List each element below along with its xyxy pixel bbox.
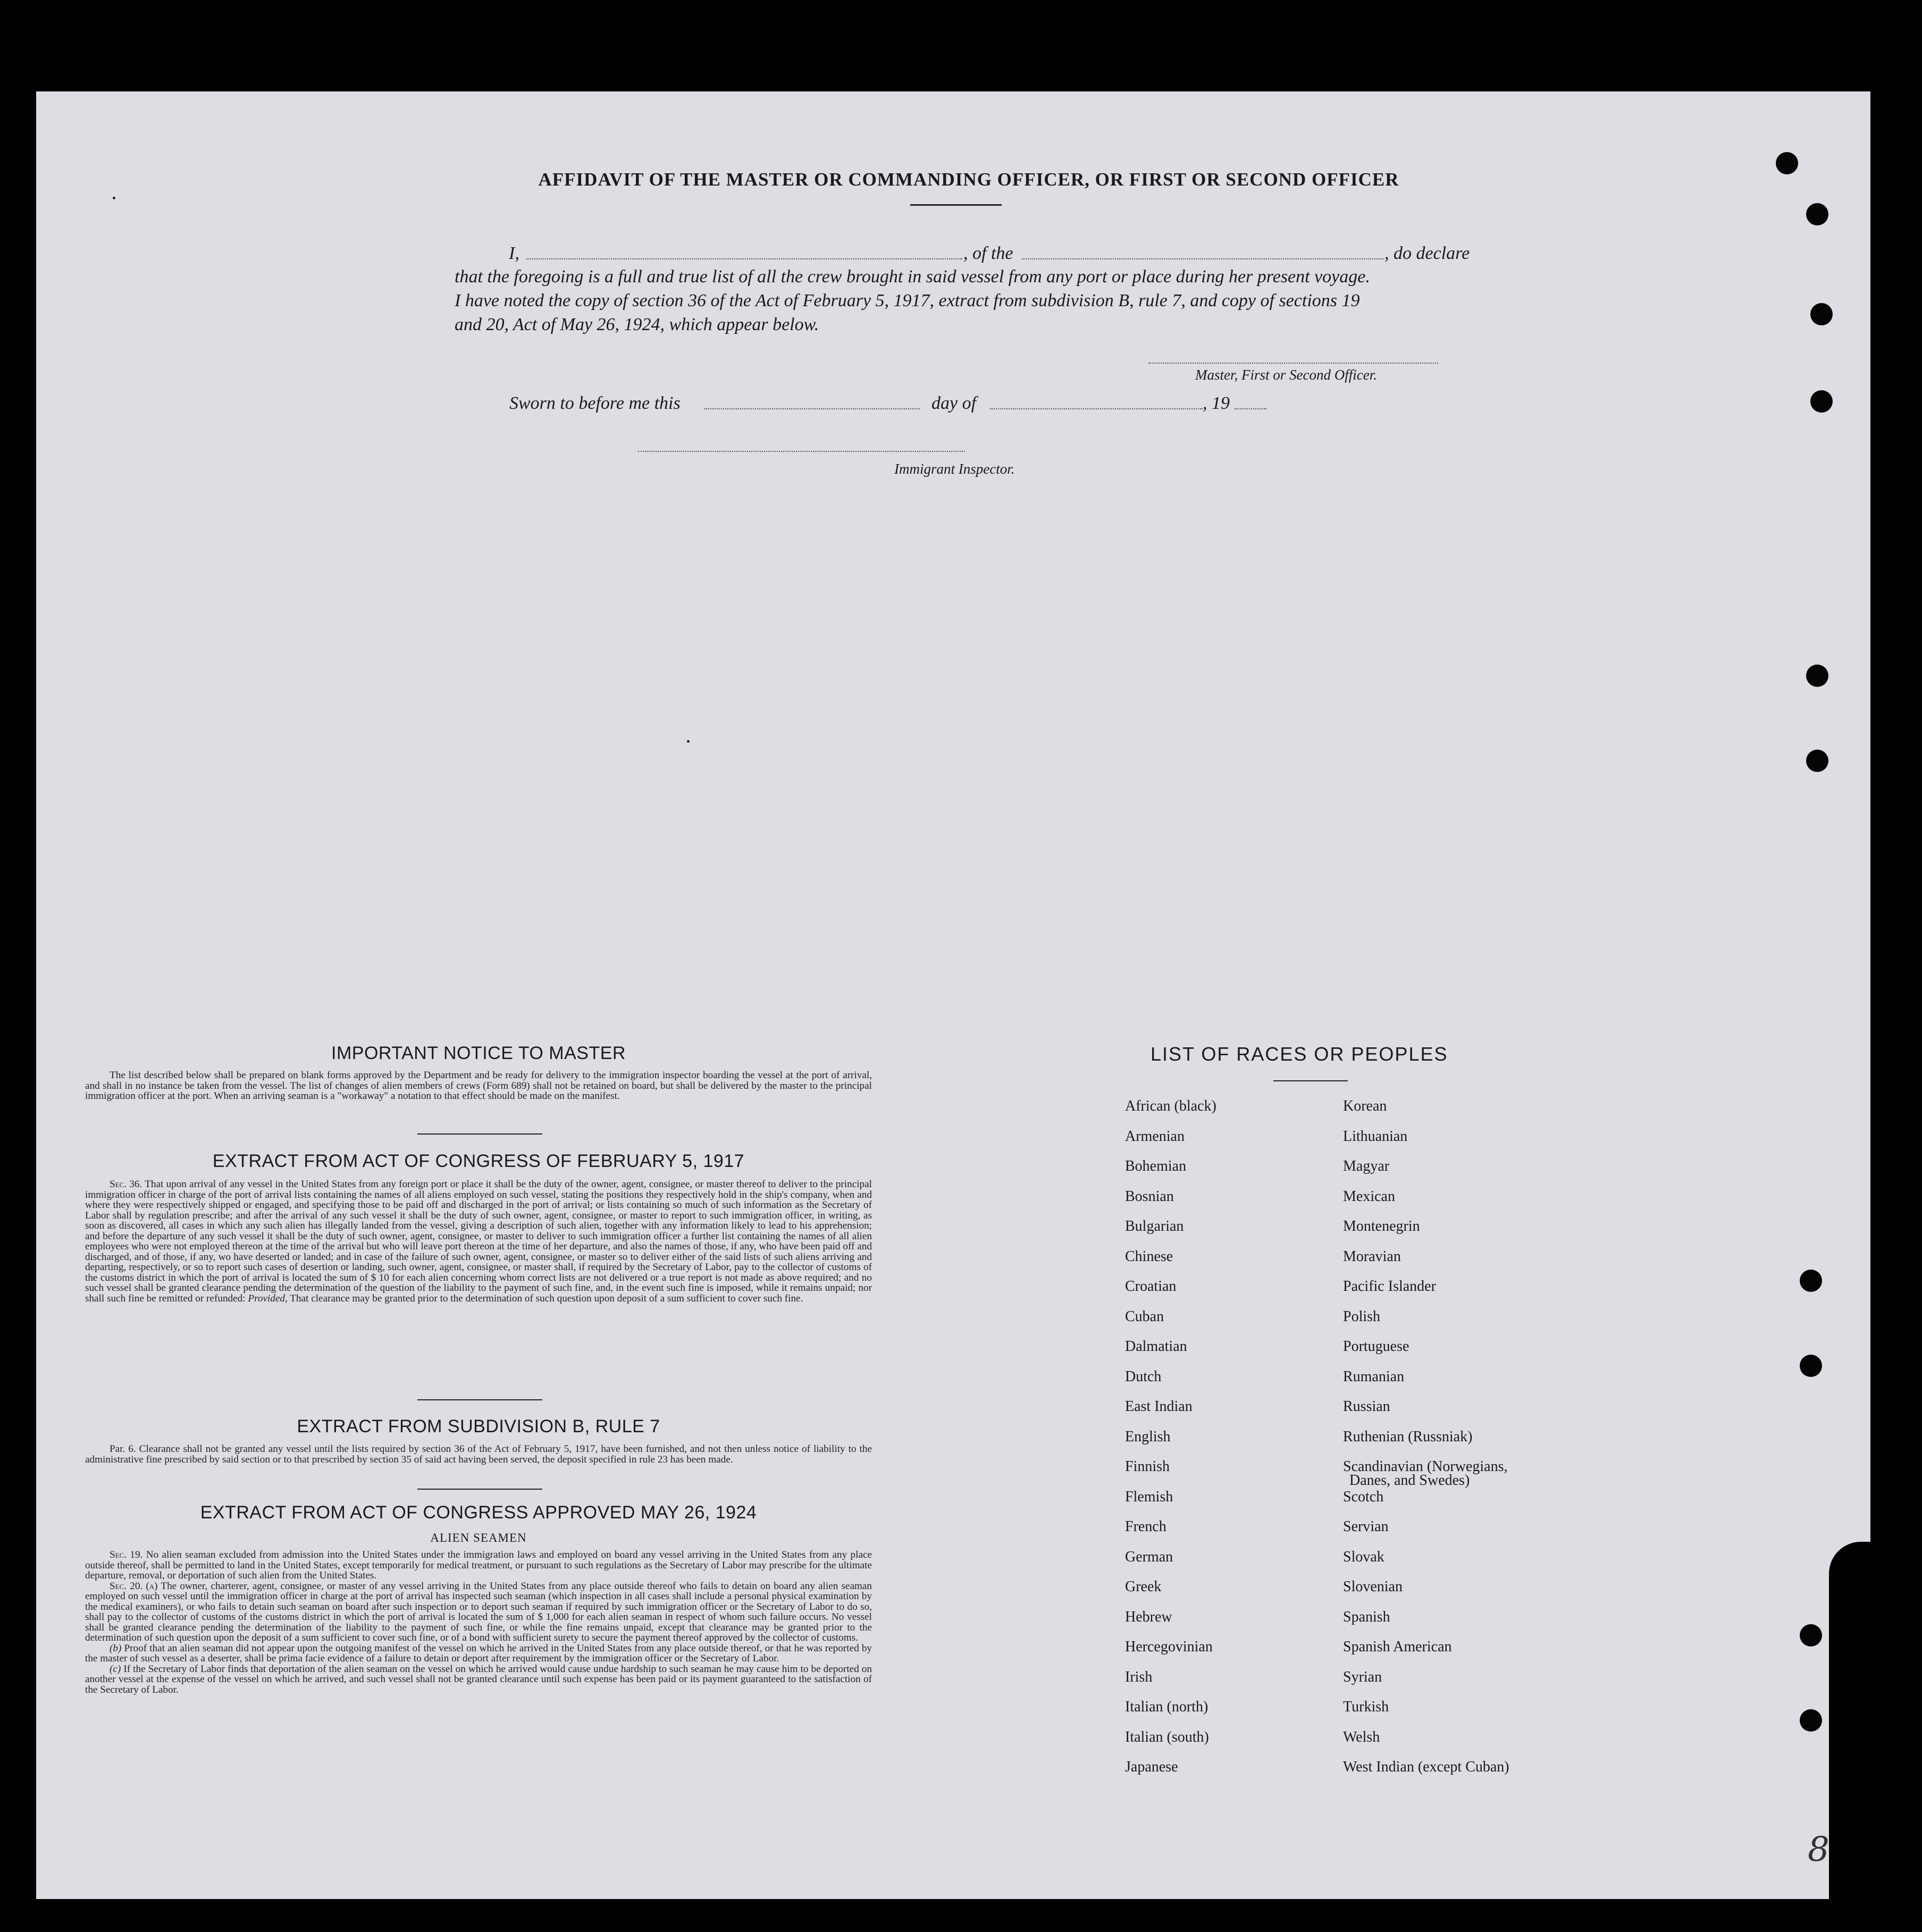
- sec-19-body: No alien seaman excluded from admission into the United States under the immigration laws and employed on board any vessel arriving in the United States from any place outside thereof, shall be permitted to land in the United States, except temporarily for medical treatment, or pursuant to such regulations as the Secretary of Labor may prescribe for the ultimate departure, removal, or deportation of such alien from the United States.: [85, 1549, 872, 1581]
- affidavit-of-the: , of the: [963, 243, 1013, 263]
- affidavit-line-2: that the foregoing is a full and true list of all the crew brought in said vessel from any port or place during her present voyage.: [455, 267, 1370, 287]
- divider: [417, 1133, 542, 1135]
- race-item: Finnish: [1125, 1458, 1170, 1475]
- title-underline: [910, 204, 1002, 206]
- sec-20c-label: (c): [110, 1663, 121, 1675]
- punch-hole: [1776, 152, 1798, 174]
- sec-20b-body: Proof that an alien seaman did not appear upon the outgoing manifest of the vessel on which he arrived in the United States from any place outside thereof, or that he was reported by the master of such vessel as a deserter, shall be prima facie evidence of a failure to detain or deport after requirement by the immigration officer or the Secretary of Labor.: [85, 1642, 872, 1664]
- race-item: Spanish American: [1343, 1639, 1452, 1655]
- punch-hole: [1800, 1709, 1822, 1732]
- race-item: African (black): [1125, 1098, 1216, 1114]
- extract-1924-text: [85, 1550, 872, 1695]
- race-item: Magyar: [1343, 1158, 1390, 1174]
- race-item: Croatian: [1125, 1278, 1177, 1295]
- extract-1924-title: EXTRACT FROM ACT OF CONGRESS APPROVED MAY 26, 1924: [200, 1502, 757, 1523]
- inspector-signature-line[interactable]: [638, 451, 965, 452]
- race-item: Mexican: [1343, 1188, 1395, 1205]
- sworn-day-blank[interactable]: [704, 408, 920, 409]
- extract-1917-title: EXTRACT FROM ACT OF CONGRESS OF FEBRUARY 5, 1917: [212, 1151, 745, 1171]
- race-item: Greek: [1125, 1578, 1162, 1595]
- sec-19-label: Sec. 19.: [110, 1549, 143, 1560]
- inspector-label: Immigrant Inspector.: [894, 461, 1015, 477]
- race-item: East Indian: [1125, 1398, 1193, 1415]
- sec-36-label: Sec. 36.: [110, 1179, 142, 1190]
- extract-1917-text: [85, 1179, 872, 1304]
- race-item: Hebrew: [1125, 1608, 1172, 1625]
- punch-hole: [1800, 1624, 1822, 1647]
- race-item: Montenegrin: [1343, 1218, 1420, 1234]
- master-label: Master, First or Second Officer.: [1195, 367, 1377, 383]
- master-signature-line[interactable]: [1148, 363, 1438, 364]
- race-item: Cuban: [1125, 1308, 1164, 1325]
- proviso: Provided,: [248, 1292, 288, 1304]
- race-item: Hercegovinian: [1125, 1639, 1213, 1655]
- race-item: Servian: [1343, 1518, 1389, 1535]
- rule7-title: EXTRACT FROM SUBDIVISION B, RULE 7: [297, 1416, 660, 1437]
- race-item: Flemish: [1125, 1488, 1173, 1505]
- races-title: LIST OF RACES OR PEOPLES: [1151, 1043, 1448, 1065]
- race-item: Syrian: [1343, 1668, 1382, 1685]
- race-item: Polish: [1343, 1308, 1381, 1325]
- sec-20b-label: (b): [110, 1642, 122, 1654]
- punch-hole: [1806, 750, 1828, 772]
- affidavit-line-3: I have noted the copy of section 36 of the Act of February 5, 1917, extract from subdivision B, rule 7, and copy of sections 19: [455, 291, 1360, 310]
- race-item: German: [1125, 1548, 1173, 1565]
- divider: [417, 1399, 542, 1400]
- race-item: Dutch: [1125, 1368, 1162, 1385]
- sec-20a-body: The owner, charterer, agent, consignee, or master of any vessel arriving in the United States from any place outside thereof who fails to detain on board any alien seaman employed on such vessel until the immigration officer in charge at the port of arrival has inspected such seaman (which inspection in all cases shall include a personal physical examination by the medical examiners), or who fails to detain such seaman on board after such inspection or to deport such seaman if required by such immigration officer or the Secretary of Labor to do so, shall pay to the collector of customs of the customs district in which the port of arrival is located the sum of $ 1,000 for each alien seaman in respect of whom such failure occurs. No vessel shall be granted clearance pending the determination of the liability to the payment of such fine, or while the fine remains unpaid, except that clearance may be granted prior to the determination of such question upon the deposit of a sum sufficient to cover such fine, or of a bond with sufficient surety to secure the payment thereof approved by the collector of customs.: [85, 1580, 872, 1643]
- race-item: Pacific Islander: [1343, 1278, 1436, 1295]
- race-item: Chinese: [1125, 1248, 1173, 1265]
- race-item: Portuguese: [1343, 1338, 1409, 1355]
- race-item: Bohemian: [1125, 1158, 1187, 1174]
- race-item: Lithuanian: [1343, 1128, 1408, 1145]
- race-item: Armenian: [1125, 1128, 1185, 1145]
- race-item: Irish: [1125, 1668, 1153, 1685]
- affidavit-title: AFFIDAVIT OF THE MASTER OR COMMANDING OFFICER, OR FIRST OR SECOND OFFICER: [538, 169, 1399, 190]
- divider: [417, 1489, 542, 1490]
- punch-hole: [1800, 1270, 1822, 1292]
- race-item: French: [1125, 1518, 1166, 1535]
- day-of-label: day of: [931, 393, 977, 413]
- race-item: Italian (south): [1125, 1728, 1209, 1745]
- sec-36-end: That clearance may be granted prior to the determination of such question upon deposit of a sum sufficient to cover such fine.: [290, 1292, 803, 1304]
- race-item: Moravian: [1343, 1248, 1401, 1265]
- race-item: Ruthenian (Russniak): [1343, 1428, 1473, 1445]
- speck: [113, 197, 115, 199]
- races-divider: [1273, 1080, 1348, 1081]
- race-item: Bulgarian: [1125, 1218, 1184, 1234]
- race-item: Rumanian: [1343, 1368, 1405, 1385]
- race-item: Italian (north): [1125, 1699, 1208, 1715]
- notice-title: IMPORTANT NOTICE TO MASTER: [331, 1043, 626, 1063]
- speck: [687, 740, 690, 743]
- punch-hole: [1810, 390, 1833, 413]
- race-item: Scotch: [1343, 1488, 1384, 1505]
- sworn-label: Sworn to before me this: [509, 393, 681, 413]
- alien-seamen-subtitle: ALIEN SEAMEN: [430, 1531, 527, 1544]
- race-item: Bosnian: [1125, 1188, 1174, 1205]
- race-item: West Indian (except Cuban): [1343, 1759, 1509, 1775]
- race-item: Welsh: [1343, 1728, 1380, 1745]
- race-item: Japanese: [1125, 1759, 1178, 1775]
- vessel-blank[interactable]: [1022, 258, 1383, 259]
- sec-20-label: Sec. 20. (a): [110, 1580, 158, 1592]
- notice-text: The list described below shall be prepared on blank forms approved by the Department and be ready for delivery to the immigration inspector boarding the vessel at the port of arrival, and shall in no instance be taken from the vessel. The list of changes of alien members of crews (Form 689) shall not be retained on board, but shall be delivered by the master to the principal immigration officer at the port. When an arriving seaman is a "workaway" a notation to that effect should be made on the manifest.: [85, 1070, 872, 1102]
- sec-36-body: That upon arrival of any vessel in the United States from any foreign port or place it shall be the duty of the owner, agent, consignee, or master thereof to deliver to the principal immigration officer in charge of the port of arrival lists containing the names of all aliens employed on such vessel, stating the positions they respectively hold in the ship's company, when and where they were respectively shipped or engaged, and specifying those to be paid off and discharged in the port of arrival; or lists containing so much of such information as the Secretary of Labor shall by regulation prescribe; and after the arrival of any such vessel it shall be the duty of such owner, agent, consignee, or master to report to such immigration officer, in writing, as soon as discovered, all cases in which any such alien has illegally landed from the vessel, giving a description of such alien, together with any information likely to lead to his apprehension; and before the departure of any such vessel it shall be the duty of such owner, agent, consignee, or master to deliver to such immigration officer a further list containing the names of all alien employees who were not employed thereon at the time of the arrival but who will leave port thereon at the time of her departure, and also the names of those, if any, who have been paid off and discharged, and of those, if any, wo have deserted or landed; and in case of the failure of such owner, agent, consignee, or master so to deliver either of the said lists of such aliens arriving and departing, respectively, or so to report such cases of desertion or landing, such owner, agent, consignee, or master shall, if required by the Secretary of Labor, pay to the collector of customs of the customs district in which the port of arrival is located the sum of $ 10 for each alien concerning whom correct lists are not delivered or a true report is not made as above required; and no such vessel shall be granted clearance pending the determination of the question of the liability to the payment of such fine, and, in the event such fine is imposed, while it remains unpaid; nor shall such fine be remitted or refunded:: [85, 1179, 872, 1304]
- race-item: Dalmatian: [1125, 1338, 1187, 1355]
- sheet-torn-edge: [1829, 1542, 1903, 1914]
- race-scandinavian-continued: Danes, and Swedes): [1349, 1472, 1470, 1489]
- year-blank[interactable]: [1235, 408, 1266, 409]
- punch-hole: [1806, 203, 1828, 225]
- race-item: Scandinavian (Norwegians,: [1343, 1458, 1508, 1475]
- sworn-month-blank[interactable]: [990, 408, 1203, 409]
- affidavit-line-4: and 20, Act of May 26, 1924, which appear below.: [455, 315, 819, 334]
- rule7-text: Par. 6. Clearance shall not be granted any vessel until the lists required by section 36 of the Act of February 5, 1917, have been furnished, and not then unless notice of liability to the administrative fine prescribed by said section or to that prescribed by section 35 of said act having been served, the deposit specified in rule 23 has been made.: [85, 1443, 872, 1465]
- affidavit-declare: , do declare: [1384, 243, 1470, 263]
- punch-hole: [1800, 1355, 1822, 1377]
- race-item: Slovak: [1343, 1548, 1384, 1565]
- punch-hole: [1806, 665, 1828, 687]
- name-blank[interactable]: [526, 258, 962, 259]
- race-item: Korean: [1343, 1098, 1387, 1114]
- sec-20c-body: If the Secretary of Labor finds that deportation of the alien seaman on the vessel on which he arrived would cause undue hardship to such seaman he may cause him to be deported on another vessel at the expense of the vessel on which he arrived, and such vessel shall not be granted clearance until such expense has been paid or its payment guaranteed to the satisfaction of the Secretary of Labor.: [85, 1663, 872, 1695]
- race-item: Russian: [1343, 1398, 1390, 1415]
- affidavit-i: I,: [509, 243, 519, 263]
- race-item: Spanish: [1343, 1608, 1390, 1625]
- punch-hole: [1810, 303, 1833, 325]
- corner-pencil-mark: 8: [1808, 1830, 1829, 1869]
- year-label: , 19: [1203, 393, 1230, 413]
- race-item: Turkish: [1343, 1699, 1389, 1715]
- race-item: Slovenian: [1343, 1578, 1403, 1595]
- race-item: English: [1125, 1428, 1171, 1445]
